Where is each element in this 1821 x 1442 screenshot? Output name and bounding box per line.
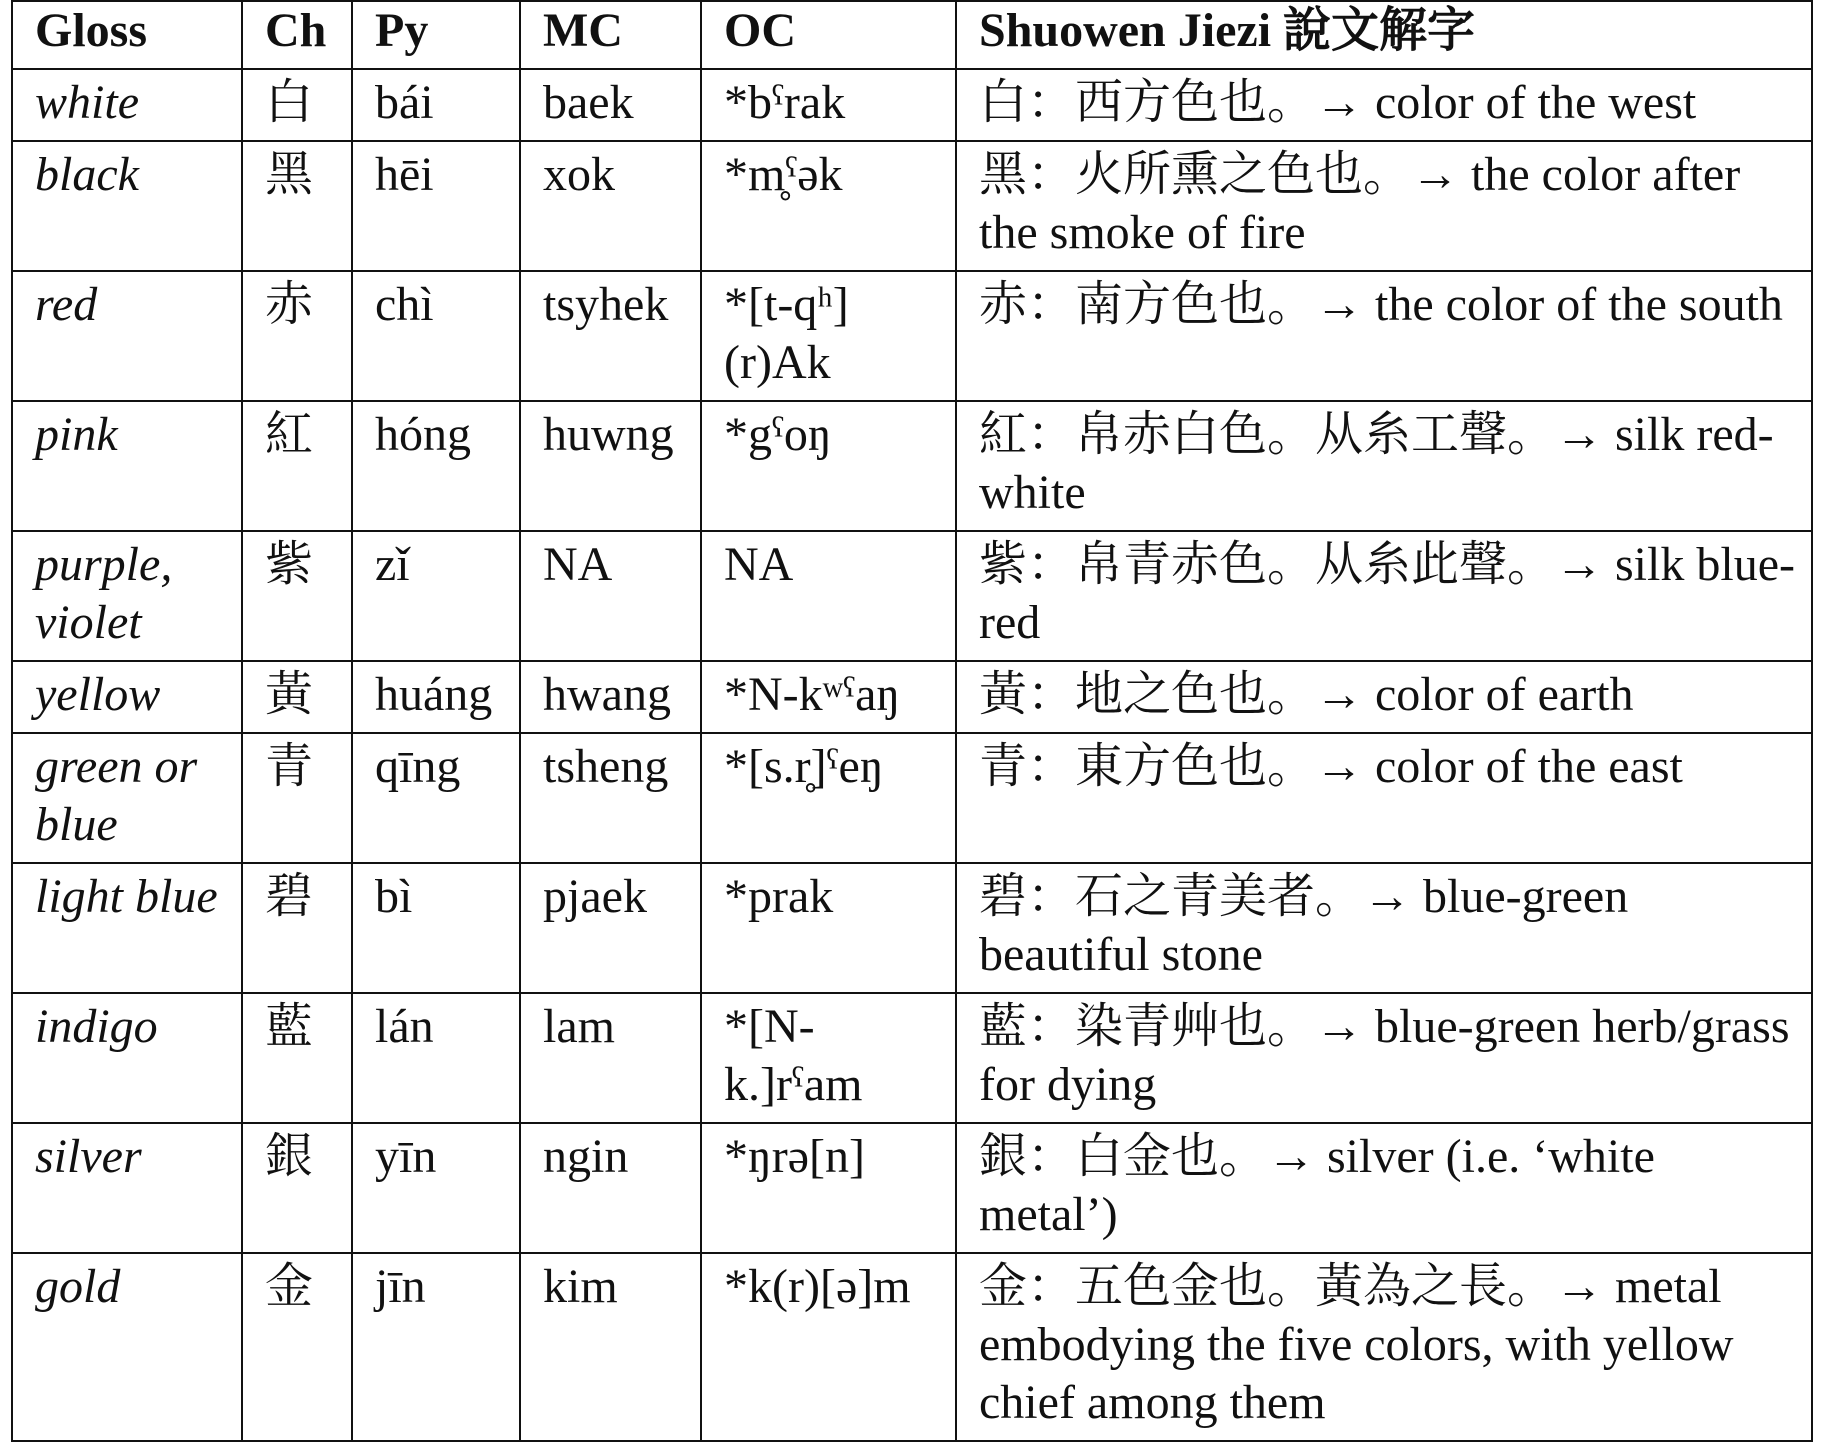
cell-mc: lam	[520, 993, 701, 1123]
cell-mc: NA	[520, 531, 701, 661]
cell-mc: huwng	[520, 401, 701, 531]
cell-shuowen: 藍：染青艸也。→ blue-green herb/grass for dying	[956, 993, 1812, 1123]
table-row	[12, 733, 1812, 863]
cell-py: hēi	[352, 141, 520, 271]
table-row	[12, 863, 1812, 993]
cell-gloss: yellow	[12, 661, 242, 733]
cell-shuowen: 碧：石之青美者。→ blue-green beautiful stone	[956, 863, 1812, 993]
cell-ch: 白	[242, 69, 352, 141]
header-ch: Ch	[242, 1, 352, 69]
cell-shuowen: 青：東方色也。→ color of the east	[956, 733, 1812, 863]
header-oc: OC	[701, 1, 956, 69]
cell-mc: pjaek	[520, 863, 701, 993]
cell-ch: 黃	[242, 661, 352, 733]
header-row	[12, 1, 1812, 69]
cell-gloss: silver	[12, 1123, 242, 1253]
table-row	[12, 1123, 1812, 1253]
cell-mc: tsyhek	[520, 271, 701, 401]
cell-gloss: black	[12, 141, 242, 271]
cell-py: bái	[352, 69, 520, 141]
cell-oc: *[t-qʰ](r)Ak	[701, 271, 956, 401]
cell-gloss: green or blue	[12, 733, 242, 863]
cell-shuowen: 銀：白金也。→ silver (i.e. ‘white metal’)	[956, 1123, 1812, 1253]
cell-py: bì	[352, 863, 520, 993]
cell-mc: hwang	[520, 661, 701, 733]
cell-oc: *k(r)[ə]m	[701, 1253, 956, 1441]
cell-shuowen: 白：西方色也。→ color of the west	[956, 69, 1812, 141]
table-row	[12, 69, 1812, 141]
cell-mc: tsheng	[520, 733, 701, 863]
table-row	[12, 401, 1812, 531]
cell-ch: 紫	[242, 531, 352, 661]
cell-py: hóng	[352, 401, 520, 531]
cell-py: qīng	[352, 733, 520, 863]
cell-py: yīn	[352, 1123, 520, 1253]
cell-ch: 金	[242, 1253, 352, 1441]
cell-ch: 黑	[242, 141, 352, 271]
cell-oc: *ŋrə[n]	[701, 1123, 956, 1253]
cell-mc: baek	[520, 69, 701, 141]
cell-oc: *gˤoŋ	[701, 401, 956, 531]
table-row	[12, 141, 1812, 271]
cell-py: jīn	[352, 1253, 520, 1441]
cell-ch: 銀	[242, 1123, 352, 1253]
cell-oc: *prak	[701, 863, 956, 993]
cell-gloss: pink	[12, 401, 242, 531]
cell-oc: *[N-k.]rˤam	[701, 993, 956, 1123]
cell-gloss: purple, violet	[12, 531, 242, 661]
cell-ch: 青	[242, 733, 352, 863]
cell-mc: xok	[520, 141, 701, 271]
cell-shuowen: 金：五色金也。黃為之長。→ metal embodying the five colors, with yellow chief among them	[956, 1253, 1812, 1441]
cell-shuowen: 黑：火所熏之色也。→ the color after the smoke of fire	[956, 141, 1812, 271]
header-shuowen: Shuowen Jiezi 說文解字	[956, 1, 1812, 69]
cell-oc: NA	[701, 531, 956, 661]
cell-gloss: light blue	[12, 863, 242, 993]
cell-oc: *[s.r̥]ˤeŋ	[701, 733, 956, 863]
cell-oc: *bˤrak	[701, 69, 956, 141]
cell-ch: 紅	[242, 401, 352, 531]
cell-py: lán	[352, 993, 520, 1123]
cell-oc: *N-kʷˤaŋ	[701, 661, 956, 733]
cell-ch: 碧	[242, 863, 352, 993]
cell-gloss: gold	[12, 1253, 242, 1441]
cell-gloss: red	[12, 271, 242, 401]
cell-gloss: white	[12, 69, 242, 141]
table-row	[12, 531, 1812, 661]
cell-mc: kim	[520, 1253, 701, 1441]
color-terms-table	[11, 0, 1813, 1442]
cell-shuowen: 黃：地之色也。→ color of earth	[956, 661, 1812, 733]
header-py: Py	[352, 1, 520, 69]
cell-oc: *m̥ˤək	[701, 141, 956, 271]
cell-py: huáng	[352, 661, 520, 733]
table-row	[12, 661, 1812, 733]
header-mc: MC	[520, 1, 701, 69]
cell-gloss: indigo	[12, 993, 242, 1123]
cell-py: chì	[352, 271, 520, 401]
cell-mc: ngin	[520, 1123, 701, 1253]
color-terms-table-wrapper	[11, 0, 1811, 1442]
cell-py: zǐ	[352, 531, 520, 661]
table-row	[12, 271, 1812, 401]
cell-ch: 赤	[242, 271, 352, 401]
cell-ch: 藍	[242, 993, 352, 1123]
cell-shuowen: 赤：南方色也。→ the color of the south	[956, 271, 1812, 401]
cell-shuowen: 紅：帛赤白色。从糸工聲。→ silk red-white	[956, 401, 1812, 531]
table-row	[12, 993, 1812, 1123]
cell-shuowen: 紫：帛青赤色。从糸此聲。→ silk blue-red	[956, 531, 1812, 661]
header-gloss: Gloss	[12, 1, 242, 69]
